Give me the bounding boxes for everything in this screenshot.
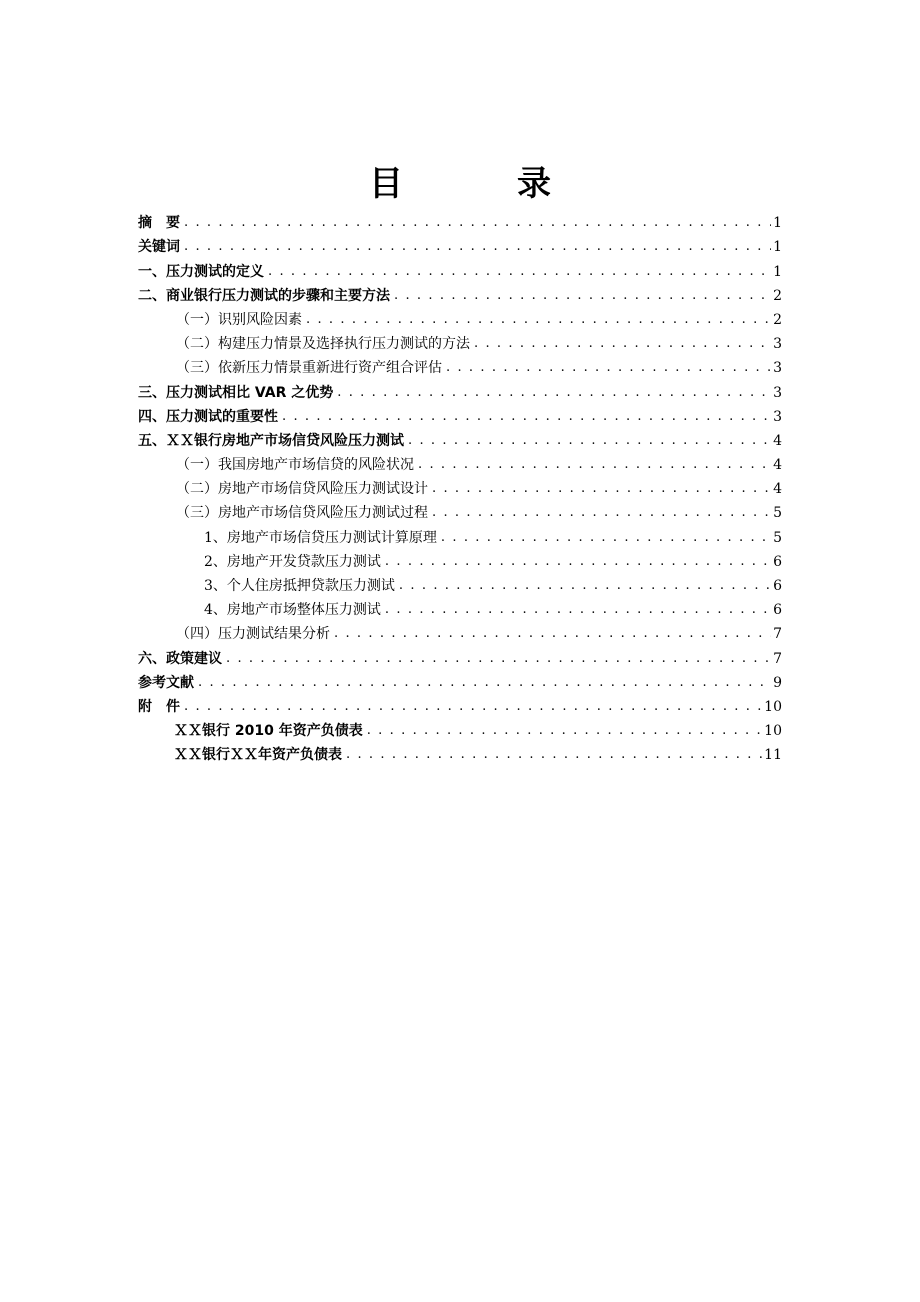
toc-entry[interactable] (138, 377, 782, 401)
toc-entry-label: ＸＸ银行 2010 年资产负债表 (174, 723, 363, 740)
toc-entry-label: ＸＸ银行ＸＸ年资产负债表 (174, 747, 342, 764)
toc-leader-dots (399, 577, 771, 595)
toc-entry-label: 附 件 (138, 698, 180, 715)
toc-entry-page: 1 (773, 215, 782, 232)
toc-entry-page: 5 (773, 505, 782, 522)
toc-leader-dots (474, 335, 771, 353)
toc-entry-label: 1、房地产市场信贷压力测试计算原理 (204, 529, 437, 546)
toc-entry-page: 9 (773, 674, 782, 691)
toc-entry-page: 1 (773, 239, 782, 256)
toc-entry[interactable] (138, 740, 782, 764)
toc-entry-page: 6 (773, 602, 782, 619)
toc-entry-label: 三、压力测试相比 VAR 之优势 (138, 384, 334, 401)
toc-leader-dots (367, 722, 762, 740)
toc-entry-label: （四）压力测试结果分析 (176, 626, 330, 643)
toc-entry-page: 3 (773, 408, 782, 425)
toc-entry-page: 7 (773, 626, 782, 643)
toc-entry-page: 2 (773, 287, 782, 304)
toc-leader-dots (418, 456, 771, 474)
toc-entry-page: 3 (773, 384, 782, 401)
toc-leader-dots (432, 480, 771, 498)
toc-entry[interactable] (138, 402, 782, 426)
toc-leader-dots (385, 601, 771, 619)
toc-leader-dots (268, 263, 771, 281)
toc-entry[interactable] (138, 450, 782, 474)
toc-entry-label: 一、压力测试的定义 (138, 263, 264, 280)
toc-entry[interactable] (138, 595, 782, 619)
toc-entry[interactable] (138, 256, 782, 280)
toc-entry-label: 2、房地产开发贷款压力测试 (204, 553, 381, 570)
toc-entry-label: 3、个人住房抵押贷款压力测试 (204, 578, 395, 594)
toc-entry[interactable] (138, 716, 782, 740)
toc-entry-label: （一）识别风险因素 (176, 311, 302, 328)
toc-leader-dots (184, 698, 762, 716)
toc-leader-dots (184, 238, 771, 256)
toc-leader-dots (432, 504, 771, 522)
toc-leader-dots (306, 311, 771, 329)
toc-entry[interactable] (138, 232, 782, 256)
toc-entry-page: 4 (773, 457, 782, 474)
toc-entry[interactable] (138, 668, 782, 692)
toc-entry[interactable] (138, 571, 782, 595)
toc-entry[interactable] (138, 305, 782, 329)
toc-entry-label: 参考文献 (138, 674, 194, 691)
toc-entry-page: 4 (773, 481, 782, 498)
toc-leader-dots (446, 359, 771, 377)
toc-title: 目 录 (369, 164, 591, 204)
toc-entry[interactable] (138, 353, 782, 377)
toc-entry-label: 六、政策建议 (138, 650, 222, 667)
toc-entry[interactable] (138, 426, 782, 450)
toc-entry-page: 3 (773, 336, 782, 353)
table-of-contents (138, 208, 782, 764)
toc-leader-dots (184, 214, 771, 232)
toc-entry-label: （二）房地产市场信贷风险压力测试设计 (176, 481, 428, 498)
toc-leader-dots (226, 650, 771, 668)
toc-entry[interactable] (138, 208, 782, 232)
toc-entry-label: 五、ＸＸ银行房地产市场信贷风险压力测试 (138, 432, 404, 449)
toc-entry-label: （一）我国房地产市场信贷的风险状况 (176, 457, 414, 474)
toc-entry-label: 关键词 (138, 239, 180, 256)
toc-entry-page: 6 (773, 578, 782, 594)
toc-leader-dots (385, 553, 771, 571)
toc-leader-dots (282, 408, 771, 426)
toc-leader-dots (334, 625, 771, 643)
toc-leader-dots (441, 529, 771, 547)
toc-entry-label: 摘 要 (138, 215, 180, 232)
toc-entry-page: 5 (773, 529, 782, 546)
toc-leader-dots (408, 432, 771, 450)
toc-entry-page: 3 (773, 360, 782, 377)
toc-entry-page: 7 (773, 650, 782, 667)
toc-entry-label: （三）房地产市场信贷风险压力测试过程 (176, 505, 428, 522)
toc-entry-page: 2 (773, 311, 782, 328)
toc-leader-dots (337, 384, 771, 402)
toc-entry-page: 10 (764, 723, 782, 740)
toc-entry-label: （二）构建压力情景及选择执行压力测试的方法 (176, 336, 470, 353)
toc-entry[interactable] (138, 474, 782, 498)
toc-entry-label: 4、房地产市场整体压力测试 (204, 602, 381, 619)
toc-entry-label: 二、商业银行压力测试的步骤和主要方法 (138, 287, 390, 304)
toc-entry-page: 11 (764, 747, 782, 764)
toc-leader-dots (198, 674, 771, 692)
toc-entry[interactable] (138, 547, 782, 571)
toc-entry-page: 4 (773, 432, 782, 449)
toc-entry[interactable] (138, 522, 782, 546)
toc-entry-label: 四、压力测试的重要性 (138, 408, 278, 425)
toc-entry-page: 1 (773, 263, 782, 280)
toc-entry-page: 6 (773, 553, 782, 570)
toc-leader-dots (394, 287, 771, 305)
toc-leader-dots (346, 746, 762, 764)
toc-entry[interactable] (138, 281, 782, 305)
toc-entry[interactable] (138, 329, 782, 353)
toc-entry-label: （三）依新压力情景重新进行资产组合评估 (176, 360, 442, 377)
toc-entry[interactable] (138, 643, 782, 667)
toc-entry[interactable] (138, 619, 782, 643)
toc-entry-page: 10 (764, 698, 782, 715)
toc-entry[interactable] (138, 498, 782, 522)
toc-entry[interactable] (138, 692, 782, 716)
